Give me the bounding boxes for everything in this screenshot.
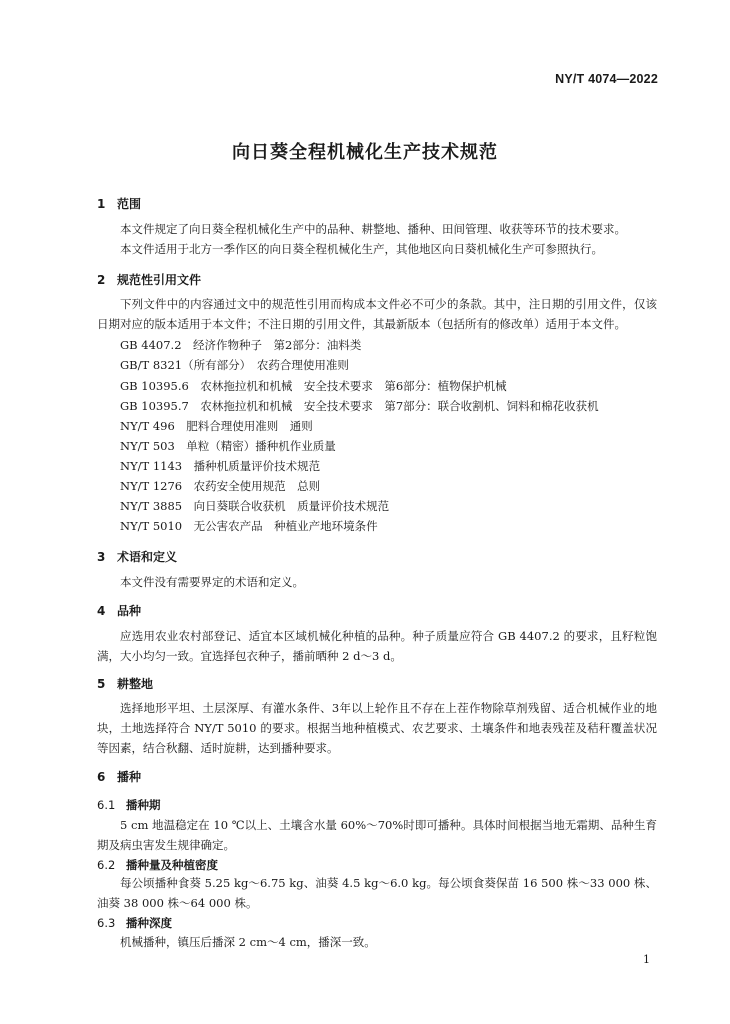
reference-item: GB 10395.6 农林拖拉机和机械 安全技术要求 第6部分：植物保护机械 xyxy=(120,379,507,393)
reference-item: NY/T 3885 向日葵联合收获机 质量评价技术规范 xyxy=(120,499,390,513)
page-number: 1 xyxy=(643,953,650,966)
subsection-number: 6.1 xyxy=(97,798,116,812)
document-title: 向日葵全程机械化生产技术规范 xyxy=(232,142,498,163)
section-2-heading xyxy=(97,271,201,288)
subsection-number: 6.3 xyxy=(97,916,116,930)
section-4-heading xyxy=(97,602,141,619)
section-title: 范围 xyxy=(117,197,142,211)
standard-code: NY/T 4074—2022 xyxy=(555,72,658,86)
section-number: 6 xyxy=(97,770,106,784)
subsection-number: 6.2 xyxy=(97,858,116,872)
section-number: 2 xyxy=(97,273,106,287)
section-3-heading xyxy=(97,548,177,565)
subsection-title: 播种深度 xyxy=(126,916,172,930)
section-title: 术语和定义 xyxy=(117,550,178,564)
subsection-6-3-heading xyxy=(97,915,172,931)
section-number: 5 xyxy=(97,677,106,691)
subsection-6-1-heading xyxy=(97,797,161,813)
reference-item: NY/T 503 单粒（精密）播种机作业质量 xyxy=(120,439,336,453)
subsection-title: 播种量及种植密度 xyxy=(126,858,218,872)
reference-item: NY/T 1143 播种机质量评价技术规范 xyxy=(120,459,321,473)
reference-item: GB 10395.7 农林拖拉机和机械 安全技术要求 第7部分：联合收割机、饲料和棉花收获机 xyxy=(120,399,599,413)
section-1-heading xyxy=(97,195,141,212)
section-title: 耕整地 xyxy=(117,677,154,691)
section-title: 播种 xyxy=(117,770,142,784)
reference-item: NY/T 496 肥料合理使用准则 通则 xyxy=(120,419,313,433)
section-title: 品种 xyxy=(117,604,142,618)
section-5-heading xyxy=(97,675,153,692)
normative-references-intro: 下列文件中的内容通过文中的规范性引用而构成本文件必不可少的条款。其中，注日期的引用文件，仅该日期对应的版本适用于本文件；不注日期的引用文件，其最新版本（包括所有的修改单）适用于本文件。 xyxy=(97,297,657,331)
scope-paragraph-2: 本文件适用于北方一季作区的向日葵全程机械化生产，其他地区向日葵机械化生产可参照执行。 xyxy=(120,242,603,256)
terms-paragraph: 本文件没有需要界定的术语和定义。 xyxy=(120,575,304,589)
section-6-heading xyxy=(97,768,141,785)
seeding-rate-paragraph: 每公顷播种食葵 5.25 kg～6.75 kg、油葵 4.5 kg～6.0 kg。每公顷食葵保苗 16 500 株～33 000 株、油葵 38 000 株～64 000 株。 xyxy=(97,876,657,910)
section-title: 规范性引用文件 xyxy=(117,273,202,287)
land-preparation-paragraph: 选择地形平坦、土层深厚、有灌水条件、3年以上轮作且不存在上茬作物除草剂残留、适合机械作业的地块，土地选择符合 NY/T 5010 的要求。根据当地种植模式、农艺要求、土壤条件和地表残茬及秸秆覆盖状况等因素，结合秋翻、适时旋耕，达到播种要求。 xyxy=(97,701,657,755)
subsection-title: 播种期 xyxy=(126,798,161,812)
scope-paragraph-1: 本文件规定了向日葵全程机械化生产中的品种、耕整地、播种、田间管理、收获等环节的技术要求。 xyxy=(120,222,626,236)
section-number: 4 xyxy=(97,604,106,618)
reference-item: NY/T 5010 无公害农产品 种植业产地环境条件 xyxy=(120,519,378,533)
sowing-depth-paragraph: 机械播种，镇压后播深 2 cm～4 cm，播深一致。 xyxy=(120,935,376,949)
variety-paragraph: 应选用农业农村部登记、适宜本区域机械化种植的品种。种子质量应符合 GB 4407.2 的要求，且籽粒饱满，大小均匀一致。宜选择包衣种子，播前晒种 2 d～3 d。 xyxy=(97,629,657,663)
reference-item: NY/T 1276 农药安全使用规范 总则 xyxy=(120,479,321,493)
sowing-period-paragraph: 5 cm 地温稳定在 10 ℃以上、土壤含水量 60%～70%时即可播种。具体时间根据当地无霜期、品种生育期及病虫害发生规律确定。 xyxy=(97,818,657,852)
subsection-6-2-heading xyxy=(97,857,218,873)
reference-item: GB 4407.2 经济作物种子 第2部分：油料类 xyxy=(120,338,362,352)
section-number: 3 xyxy=(97,550,106,564)
reference-item: GB/T 8321（所有部分） 农药合理使用准则 xyxy=(120,358,349,372)
section-number: 1 xyxy=(97,197,106,211)
